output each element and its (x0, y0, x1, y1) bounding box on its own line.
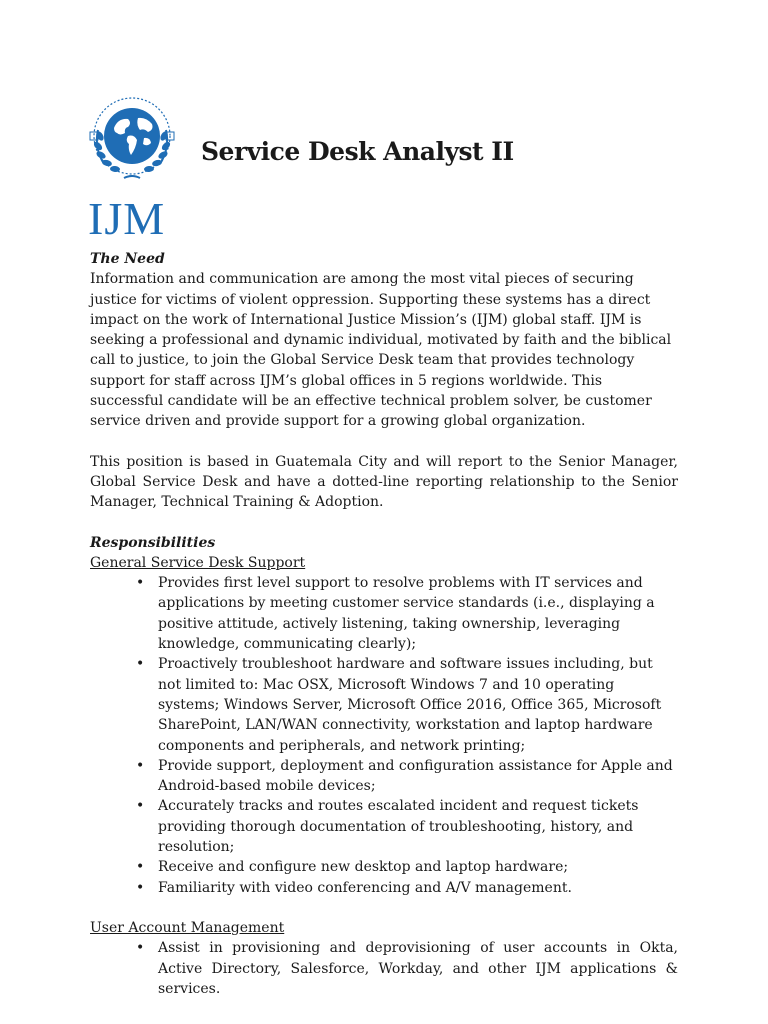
list-item-text: Assist in provisioning and deprovisioning of user accounts in Okta, Active Directory, Salesforce, Workday, and other IJM applications & services. (158, 940, 678, 997)
section-heading-responsibilities: Responsibilities (90, 534, 216, 551)
list-item-text: Proactively troubleshoot hardware and software issues including, but not limited to: Mac OSX, Microsoft Windows 7 and 10 operating systems; Windows Server, Microsoft Office 2016, Office 365, Microsoft SharePoint, LAN/WAN connectivity, workstation and laptop hardware components and peripherals, and network printing; (158, 656, 662, 754)
bullet-icon: • (136, 879, 145, 896)
need-paragraph-2: This position is based in Guatemala City and will report to the Senior Manager, Global Service Desk and have a dotted-line reporting relationship to the Senior Manager, Technical Training & Adoption. (90, 453, 678, 511)
bullet-icon: • (136, 656, 145, 673)
bullet-icon: • (136, 757, 145, 774)
subheading-user-account: User Account Management (90, 919, 285, 936)
list-item-text: Accurately tracks and routes escalated incident and request tickets providing thorough documentation of troubleshooting, history, and resolution; (158, 798, 639, 856)
ijm-logo (84, 92, 184, 252)
subheading-general-support: General Service Desk Support (90, 554, 306, 571)
bullet-icon: • (136, 575, 145, 592)
page-title: Service Desk Analyst II (201, 137, 514, 166)
spacer (90, 513, 678, 533)
bullet-icon: • (136, 859, 145, 876)
list-item-text: Provide support, deployment and configuration assistance for Apple and Android-based mobile devices; (158, 757, 673, 795)
list-item-text: Provides first level support to resolve problems with IT services and applications by meeting customer service standards (i.e., displaying a positive attitude, actively listening, taking ownership, leveraging knowledge, communicating clearly); (158, 575, 655, 653)
bullet-icon: • (136, 940, 145, 957)
list-item (136, 796, 678, 857)
logo-wordmark: IJM (88, 193, 166, 244)
globe-seal-icon (84, 92, 180, 188)
spacer (90, 898, 678, 918)
list-item (136, 654, 678, 755)
general-support-list (90, 573, 678, 898)
list-item (136, 938, 678, 999)
list-item-text: Familiarity with video conferencing and A/V management. (158, 879, 572, 896)
need-paragraph-1: Information and communication are among the most vital pieces of securing justice for victims of violent oppression. Supporting these systems has a direct impact on the work of International Justice Mission’s (IJM) global staff. IJM is seeking a professional and dynamic individual, motivated by faith and the biblical call to justice, to join the Global Service Desk team that provides technology support for staff across IJM’s global offices in 5 regions worldwide. This successful candidate will be an effective technical problem solver, be customer service driven and provide support for a growing global organization. (90, 271, 672, 430)
spacer (90, 432, 678, 452)
section-heading-need: The Need (90, 251, 165, 267)
list-item (136, 857, 678, 877)
list-item (136, 573, 678, 654)
list-item (136, 878, 678, 898)
list-item-text: Receive and configure new desktop and laptop hardware; (158, 859, 569, 876)
document-body (90, 249, 678, 999)
list-item (136, 756, 678, 797)
user-account-list (90, 938, 678, 999)
bullet-icon: • (136, 798, 145, 815)
